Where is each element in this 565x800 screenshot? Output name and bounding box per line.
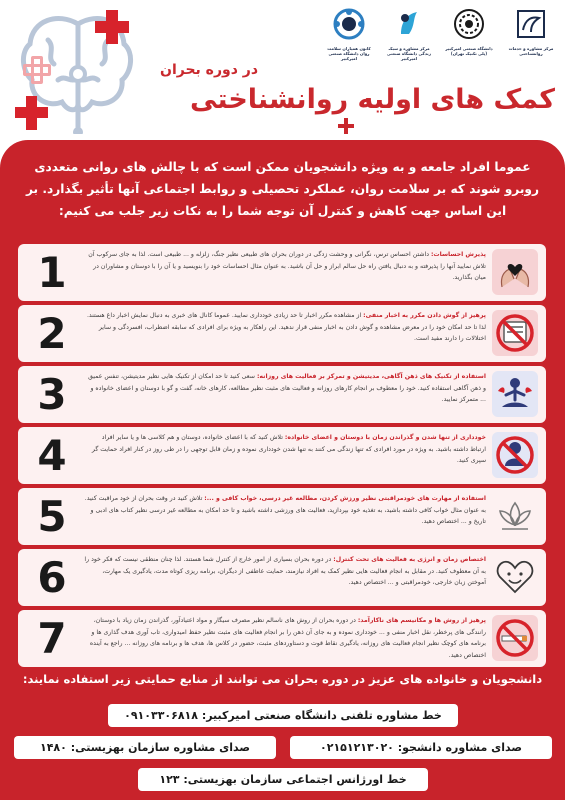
tip-heading: اختصاص زمان و انرژی به فعالیت های تحت کنترل: [333, 556, 486, 563]
welfare-counseling-line: صدای مشاوره سازمان بهزیستی: ۱۴۸۰ [14, 736, 276, 759]
heart-hands-icon [492, 249, 538, 295]
tip-text [84, 554, 486, 589]
tip-card [18, 366, 546, 423]
lotus-icon [492, 493, 538, 539]
tip-number: 3 [37, 370, 67, 419]
meditation-icon [492, 371, 538, 417]
tip-number: 6 [37, 553, 67, 602]
tip-body: تلاش کنید در وقت بحران از خود مراقبت کنید. به عنوان مثال خواب کافی داشته باشید، به تغذیه خود بپردازید، فعالیت های ورزشی داشته باشید و تا حد امکان به مطالعه غیر درسی نظیر کتاب های ادبی و تاریخ و ... اختصاص دهید. [84, 495, 486, 525]
tip-heading: استفاده از مهارت های خودمراقبتی نظیر ورزش کردن، مطالعه غیر درسی، خواب کافی و ...: [204, 495, 486, 502]
tip-number: 4 [37, 431, 67, 480]
no-smoking-icon [492, 615, 538, 661]
tip-body: سعی کنید تا حد امکان از تکنیک هایی نظیر مدیتیشن، تنفس عمیق و ذهن آگاهی استفاده کنید. خود را معطوف بر انجام کارهای روزانه و فعالیت های مثبت نظیر مطالعه، کارهای خانه، گفت و گو با دوستان و اعضای خانواده و ... متمرکز نمایید. [88, 373, 486, 403]
tip-card [18, 610, 546, 667]
counseling-center-logo: مرکز مشاوره و خدمات روانشناختی [507, 8, 555, 56]
tip-heading: پرهیز از گوش دادن مکرر به اخبار منفی: [363, 312, 486, 319]
tip-number: 5 [37, 492, 67, 541]
no-news-icon [492, 310, 538, 356]
tip-card [18, 427, 546, 484]
tip-body: داشتن احساس ترس، نگرانی و وحشت زدگی در دوران بحران های طبیعی نظیر جنگ، زلزله و ... طبیعی است. لذا به جای سرکوب آن تلاش نمایید آنها را پذیرفته و به دنبال یافتن راه حل سالم ابراز و حل آن باشید. به عنوان مثال احساسات خود را بنویسید و یا آن را با دوستان و مشاوران در میان بگذارید. [88, 251, 486, 281]
tip-text [84, 615, 486, 661]
tip-text [84, 249, 486, 284]
tip-number: 7 [37, 614, 67, 663]
support-title: دانشجویان و خانواده های عزیز در دوره بحران می توانند از منابع حمایتی زیر استفاده نمایند: [22, 672, 543, 686]
life-skills-center-logo: مرکز مشاوره و سبک زندگی دانشگاه صنعتی امیرکبیر [385, 8, 433, 61]
plus-icon [338, 118, 354, 134]
tip-text [84, 371, 486, 406]
tip-body: در دوره بحران بسیاری از امور خارج از کنترل شما هستند. لذا چنان منطقی نیست که فکر خود را به آن معطوف کنید. در مقابل به انجام فعالیت هایی نظیر کمک به افراد نیازمند، حمایت عاطفی از دیگران، برنامه ریزی کوتاه مدت، یادگیری یک مهارت، آموختن زبان خارجی، خودمراقبتی و ... اختصاص دهید. [84, 556, 486, 586]
no-isolation-icon [492, 432, 538, 478]
tip-body: تلاش کنید که با اعضای خانواده، دوستان و هم کلاسی ها و یا سایر افراد ارتباط داشته باشید. به ویژه در مورد افرادی که تنها زندگی می کنند به تنها شدن خودداری نموده و زمان قابل توجهی را در طی روز در کنار افراد حمایت گر سپری کنید. [91, 434, 486, 464]
page-title: کمک های اولیه روانشناختی [190, 84, 555, 115]
student-counseling-line: صدای مشاوره دانشجو: ۰۲۱۵۱۲۱۳۰۲۰ [290, 736, 552, 759]
heart-face-icon [492, 554, 538, 600]
intro-paragraph: عموما افراد جامعه و به ویژه دانشجویان ممکن است که با چالش های روانی متعددی روبرو شوند که بر سلامت روان، عملکرد تحصیلی و روابط اجتماعی آنها تأثیر بگذارد. بر این اساس جهت کاهش و کنترل آن توجه شما را به نکات زیر جلب می کنیم: [25, 160, 540, 218]
tip-number: 2 [37, 309, 67, 358]
tip-text [84, 493, 486, 528]
hotline-number: خط مشاوره تلفنی دانشگاه صنعتی امیرکبیر: ۰۹۱۰۳۳۰۶۸۱۸ [108, 704, 458, 727]
tip-heading: استفاده از تکنیک های ذهن آگاهی، مدیتیشن و تمرکز بر فعالیت های روزانه: [256, 373, 486, 380]
tip-card [18, 244, 546, 301]
tip-text [84, 310, 486, 345]
tip-number: 1 [37, 248, 67, 297]
tip-body: در دوره بحران از روش های ناسالم نظیر مصرف سیگار و مواد اعتیادآور، گذراندن زمان زیاد با دوستان، رانندگی های پرخطر، نقل اخبار منفی و ... خودداری نموده و به جای آن ذهن را بر انجام فعالیت های مثبت نظیر حفظ امیدواری، تاب آوری هدف گذاری ها و برنامه های کوچک نظیر انجام فعالیت های روزانه، یادگیری نقاط قوت و دستاوردهای مثبت، حضور در کلاس ها، هدف ها و برنامه های روزانه ... راجع به آینده اختصاص دهید. [89, 617, 486, 659]
tip-card [18, 305, 546, 362]
tip-body: از مشاهده مکرر اخبار تا حد زیادی خودداری نمایید. عموما کانال های خبری به دنبال نمایش اخبار داغ هستند. لذا تا حد امکان خود را در معرض مشاهده و گوش دادن به اخبار منفی قرار ندهید. این راهکار به ویژه برای افرادی که سابقه اضطراب، افسردگی و سایر اختلالات را دارند مفید است. [86, 312, 486, 342]
tip-heading: پذیرش احساسات: [430, 251, 486, 258]
tip-text [84, 432, 486, 467]
partner-logos [325, 8, 557, 72]
tip-card [18, 488, 546, 545]
university-seal-logo: دانشگاه صنعتی امیرکبیر (پلی تکنیک تهران) [445, 8, 493, 56]
mental-health-club-logo: کانون همیاران سلامت روان دانشگاه صنعتی امیرکبیر [325, 8, 373, 61]
tip-card [18, 549, 546, 606]
social-emergency-line: خط اورژانس اجتماعی سازمان بهزیستی: ۱۲۳ [138, 768, 428, 791]
header [0, 0, 565, 150]
tip-heading: پرهیز از روش ها و مکانیسم های ناکارآمد: [357, 617, 486, 624]
page-subtitle: در دوره بحران [160, 62, 259, 78]
tip-heading: خودداری از تنها شدن و گذراندن زمان با دوستان و اعضای خانواده: [284, 434, 486, 441]
